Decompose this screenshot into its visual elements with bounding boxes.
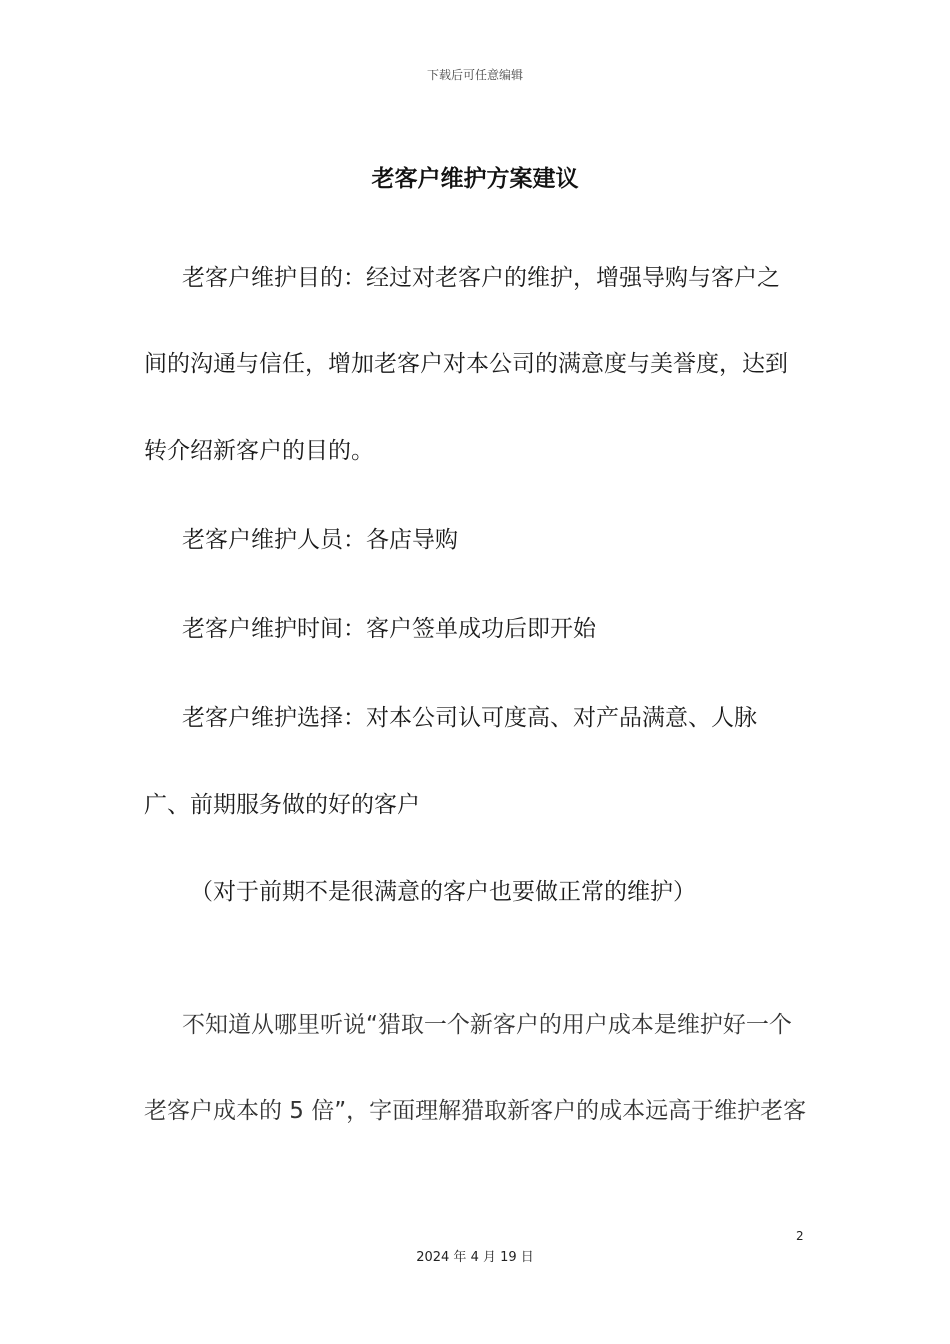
paragraph-line-cost-2: 老客户成本的 5 倍”，字面理解猎取新客户的成本远高于维护老客: [144, 1098, 807, 1124]
document-title: 老客户维护方案建议: [371, 166, 579, 192]
page-footer-date: 2024 年 4 月 19 日: [416, 1250, 534, 1265]
paragraph-line-selection-2: 广、前期服务做的好的客户: [144, 792, 420, 818]
paragraph-line-cost-1: 不知道从哪里听说“猎取一个新客户的用户成本是维护好一个: [182, 1012, 792, 1038]
paragraph-line-purpose-2: 间的沟通与信任，增加老客户对本公司的满意度与美誉度，达到: [144, 351, 788, 377]
page-header: 下载后可任意编辑: [426, 68, 523, 82]
paragraph-line-time: 老客户维护时间：客户签单成功后即开始: [182, 616, 596, 642]
paragraph-line-purpose-1: 老客户维护目的：经过对老客户的维护，增强导购与客户之: [182, 265, 780, 291]
paragraph-line-selection-1: 老客户维护选择：对本公司认可度高、对产品满意、人脉: [182, 705, 757, 731]
paragraph-line-staff: 老客户维护人员：各店导购: [182, 527, 458, 553]
paragraph-line-purpose-3: 转介绍新客户的目的。: [144, 438, 374, 464]
paragraph-line-note: （对于前期不是很满意的客户也要做正常的维护）: [190, 879, 696, 905]
page-number: 2: [796, 1229, 804, 1243]
